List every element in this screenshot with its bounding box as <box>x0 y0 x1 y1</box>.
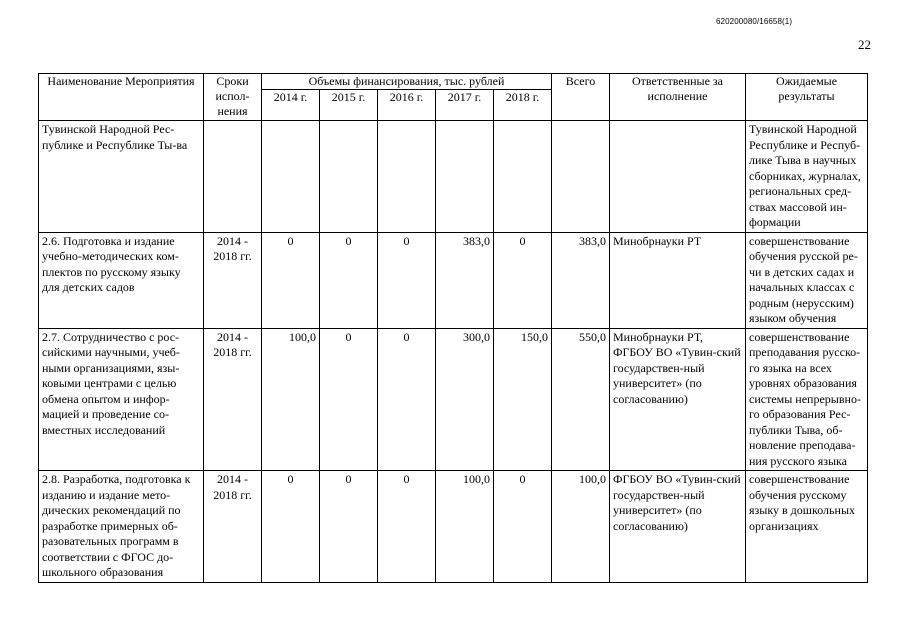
row-name: Тувинской Народной Рес-публике и Республике Ты-ва <box>39 121 204 233</box>
row-term: 2014 - 2018 гг. <box>204 328 262 471</box>
row-2014: 0 <box>262 471 320 583</box>
row-2018: 0 <box>494 232 552 328</box>
table-row <box>39 471 868 583</box>
row-2014: 100,0 <box>262 328 320 471</box>
row-total: 100,0 <box>552 471 610 583</box>
header-funding: Объемы финансирования, тыс. рублей <box>262 74 552 90</box>
row-2016: 0 <box>378 471 436 583</box>
row-total <box>552 121 610 233</box>
header-2014: 2014 г. <box>262 90 320 121</box>
row-2016 <box>378 121 436 233</box>
row-2014 <box>262 121 320 233</box>
row-total: 550,0 <box>552 328 610 471</box>
page-number: 22 <box>858 37 871 52</box>
table-row <box>39 328 868 471</box>
header-results: Ожидаемые результаты <box>746 74 868 121</box>
row-results: совершенствование преподавания русско-го языка на всех уровнях образования системы непрерывно-го образования Рес-публики Тыва, об-новление преподава-ния русского языка <box>746 328 868 471</box>
row-results: совершенствование обучения русской ре-чи в детских садах и начальных классах с родным (нерусским) языком обучения <box>746 232 868 328</box>
row-term: 2014 - 2018 гг. <box>204 471 262 583</box>
header-name: Наименование Мероприятия <box>39 74 204 121</box>
table-row <box>39 232 868 328</box>
row-2015 <box>320 121 378 233</box>
row-term: 2014 - 2018 гг. <box>204 232 262 328</box>
row-2017: 300,0 <box>436 328 494 471</box>
row-responsible: Минобрнауки РТ <box>610 232 746 328</box>
header-term: Сроки испол-нения <box>204 74 262 121</box>
row-2016: 0 <box>378 232 436 328</box>
activities-table <box>38 73 868 583</box>
row-total: 383,0 <box>552 232 610 328</box>
row-2018: 150,0 <box>494 328 552 471</box>
row-term <box>204 121 262 233</box>
row-responsible <box>610 121 746 233</box>
row-2015: 0 <box>320 471 378 583</box>
row-2015: 0 <box>320 328 378 471</box>
row-2017: 100,0 <box>436 471 494 583</box>
header-2016: 2016 г. <box>378 90 436 121</box>
row-responsible: Минобрнауки РТ, ФГБОУ ВО «Тувин-ский государствен-ный университет» (по согласованию) <box>610 328 746 471</box>
header-2018: 2018 г. <box>494 90 552 121</box>
row-2018: 0 <box>494 471 552 583</box>
row-2016: 0 <box>378 328 436 471</box>
header-2017: 2017 г. <box>436 90 494 121</box>
row-name: 2.6. Подготовка и издание учебно-методических ком-плектов по русскому языку для детских садов <box>39 232 204 328</box>
row-results: Тувинской Народной Республике и Респуб-лике Тыва в научных сборниках, журналах, региональных сред-ствах массовой ин-формации <box>746 121 868 233</box>
document-id: 620200080/16658(1) <box>716 17 793 26</box>
table-row <box>39 121 868 233</box>
row-2014: 0 <box>262 232 320 328</box>
header-responsible: Ответственные за исполнение <box>610 74 746 121</box>
row-name: 2.7. Сотрудничество с рос-сийскими научными, учеб-ными организациями, язы-ковыми центрами с целью обмена опытом и инфор-мацией и проведение со-вместных исследований <box>39 328 204 471</box>
header-total: Всего <box>552 74 610 121</box>
row-results: совершенствование обучения русскому языку в дошкольных организациях <box>746 471 868 583</box>
row-2017: 383,0 <box>436 232 494 328</box>
row-name: 2.8. Разработка, подготовка к изданию и издание мето-дических рекомендаций по разработке примерных об-разовательных программ в соответствии с ФГОС до-школьного образования <box>39 471 204 583</box>
header-2015: 2015 г. <box>320 90 378 121</box>
row-2015: 0 <box>320 232 378 328</box>
row-2018 <box>494 121 552 233</box>
row-2017 <box>436 121 494 233</box>
row-responsible: ФГБОУ ВО «Тувин-ский государствен-ный университет» (по согласованию) <box>610 471 746 583</box>
